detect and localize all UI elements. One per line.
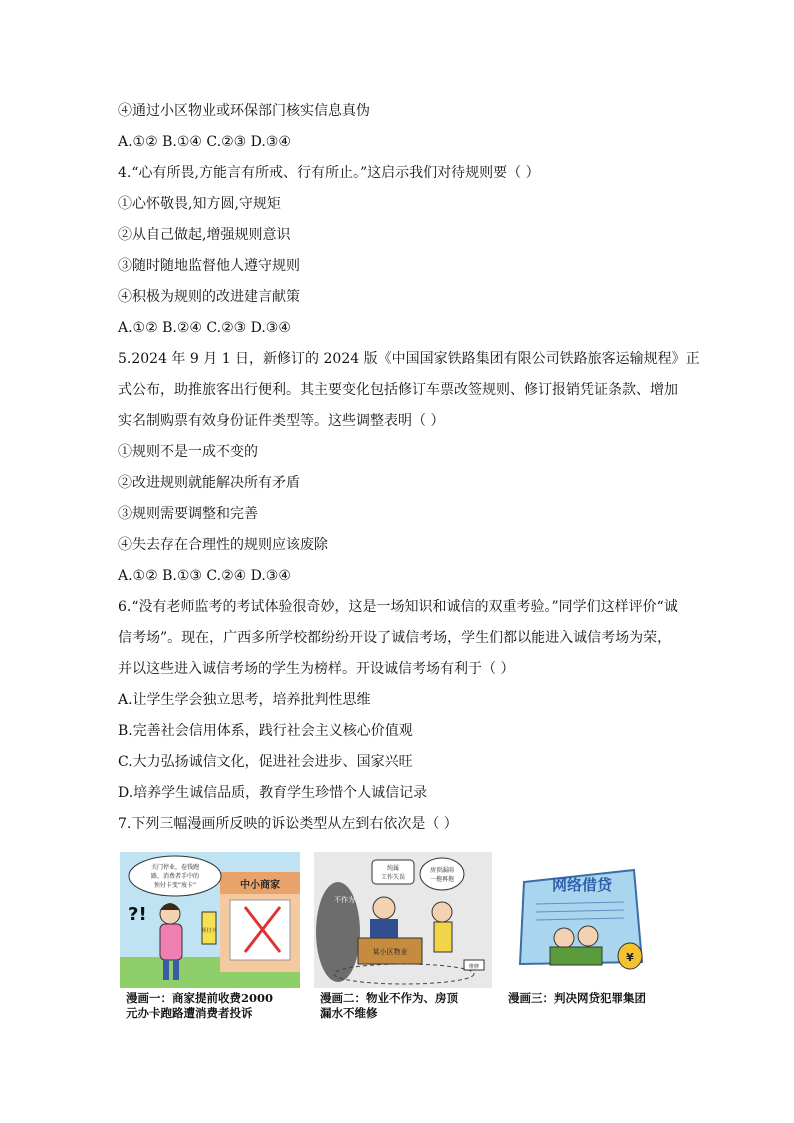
comic-1-exclaim: ?! <box>128 904 147 925</box>
q3-option-4: ④通过小区物业或环保部门核实信息真伪 <box>118 103 370 119</box>
comic-2-caption-line-1: 漫画二：物业不作为、房顶 <box>320 991 458 1005</box>
comic-1-caption-line-1: 漫画一：商家提前收费2000 <box>126 991 274 1005</box>
comic-2-bubble-right-1: 房顶漏雨 <box>429 867 455 874</box>
q4-option-1: ①心怀敬畏,知方圆,守规矩 <box>118 196 281 212</box>
q5-stem-line-3: 实名制购票有效身份证件类型等。这些调整表明（ ） <box>118 413 445 429</box>
comic-2-paper: 维修 <box>468 964 480 970</box>
q6-stem-line-1: 6.“没有老师监考的考试体验很奇妙，这是一场知识和诚信的双重考验。”同学们这样评价“诚 <box>118 599 678 615</box>
comic-2-bubble-left-2: 工作失误 <box>380 874 406 881</box>
q4-answer-choices: A.①② B.②④ C.②③ D.③④ <box>118 320 291 336</box>
comic-2-smoke-text: 不作为 <box>334 896 355 904</box>
q4-option-4: ④积极为规则的改进建言献策 <box>118 289 300 305</box>
comic-1-sign: 中小商家 <box>240 880 280 891</box>
q4-option-2: ②从自己做起,增强规则意识 <box>118 227 291 243</box>
comic-3-title: 网络借贷 <box>551 876 613 894</box>
comic-1-image <box>120 852 300 988</box>
q5-stem-line-2: 式公布，助推旅客出行便利。其主要变化包括修订车票改签规则、修订报销凭证条款、增加 <box>118 382 678 398</box>
comic-1-bubble-line-2: 路，消费者手中的 <box>150 873 200 880</box>
comic-1-caption <box>126 991 273 1021</box>
comics-row <box>120 852 680 1022</box>
q5-option-1: ①规则不是一成不变的 <box>118 444 258 460</box>
q5-option-3: ③规则需要调整和完善 <box>118 506 258 522</box>
q5-answer-choices: A.①② B.①③ C.②④ D.③④ <box>118 568 291 584</box>
q5-option-4: ④失去存在合理性的规则应该废除 <box>118 537 328 553</box>
comic-2-desk-label: 某小区物业 <box>372 948 408 956</box>
comic-2-caption <box>320 991 458 1021</box>
q6-stem-line-3: 并以这些进入诚信考场的学生为榜样。开设诚信考场有利于（ ） <box>118 661 515 677</box>
comic-1-card: 预付卡 <box>201 928 217 934</box>
comic-1-caption-line-2: 元办卡跑路遭消费者投诉 <box>126 1006 253 1020</box>
question-content <box>118 96 700 840</box>
q6-option-c: C.大力弘扬诚信文化，促进社会进步、国家兴旺 <box>118 754 413 770</box>
q7-stem: 7.下列三幅漫画所反映的诉讼类型从左到右依次是（ ） <box>118 816 458 832</box>
comic-2-bubble-right-2: 一拖再拖 <box>429 876 455 883</box>
comic-2-bubble-left-1: 纯属 <box>386 865 400 872</box>
comic-1-bubble-line-3: 预付卡变“废卡” <box>153 882 197 889</box>
comic-1-bubble-line-1: 关门停业，卷钱跑 <box>150 864 200 871</box>
comic-2-image <box>314 852 492 988</box>
q6-stem-line-2: 信考场”。现在，广西多所学校都纷纷开设了诚信考场，学生们都以能进入诚信考场为荣， <box>118 630 672 646</box>
comic-3-caption-line-1: 漫画三：判决网贷犯罪集团 <box>508 991 646 1005</box>
comic-3-money-bag: ¥ <box>626 951 634 964</box>
q4-stem: 4.“心有所畏,方能言有所戒、行有所止。”这启示我们对待规则要（ ） <box>118 165 540 181</box>
q6-option-b: B.完善社会信用体系，践行社会主义核心价值观 <box>118 723 413 739</box>
q4-option-3: ③随时随地监督他人遵守规则 <box>118 258 300 274</box>
comic-3-caption <box>508 991 646 1006</box>
q6-option-d: D.培养学生诚信品质，教育学生珍惜个人诚信记录 <box>118 785 428 801</box>
comic-2-caption-line-2: 漏水不维修 <box>320 1006 378 1020</box>
q3-answer-choices: A.①② B.①④ C.②③ D.③④ <box>118 134 291 150</box>
q6-option-a: A.让学生学会独立思考，培养批判性思维 <box>118 692 371 708</box>
comic-3-image <box>504 852 654 982</box>
q5-option-2: ②改进规则就能解决所有矛盾 <box>118 475 300 491</box>
q5-stem-line-1: 5.2024 年 9 月 1 日，新修订的 2024 版《中国国家铁路集团有限公司铁路旅客运输规程》正 <box>118 351 700 367</box>
